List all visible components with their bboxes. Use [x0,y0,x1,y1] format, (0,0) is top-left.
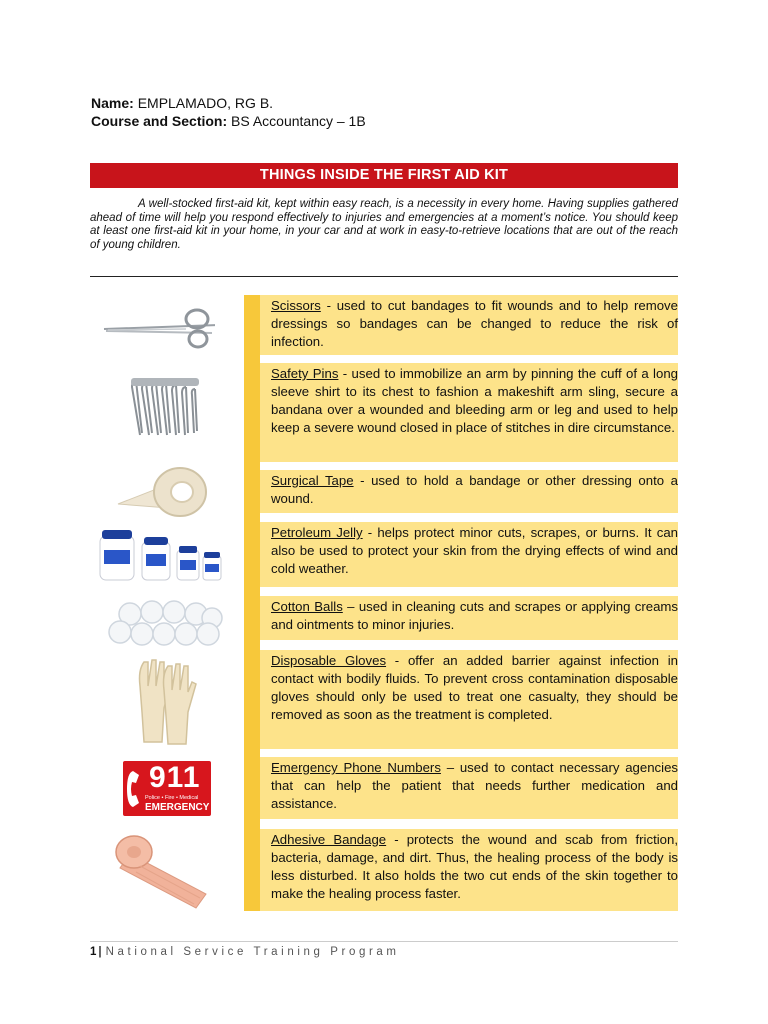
footer-program: National Service Training Program [105,946,400,958]
footer-divider [90,941,678,942]
list-item-petroleum-jelly: Petroleum Jelly - helps protect minor cuts, scrapes, or burns. It can also be used to protect your skin from the drying effects of wind and cold weather. [260,522,678,587]
list-item-safety-pins: Safety Pins - used to immobilize an arm by pinning the cuff of a long sleeve shirt to its chest to fashion a makeshift arm sling, secure a bandana over a wounded and bleeding arm or leg and used to help keep a severe wound closed in place of stitches in dire circumstance. [260,363,678,462]
list-item-scissors: Scissors - used to cut bandages to fit wounds and to help remove dressings so bandages can be changed to reduce the risk of infection. [260,295,678,355]
footer-separator: | [98,946,102,958]
list-item-disposable-gloves: Disposable Gloves - offer an added barrier against infection in contact with bodily fluids. To prevent cross contamination disposable gloves should only be used to treat one casualty, they should be removed as soon as the treatment is completed. [260,650,678,749]
accent-bar [244,295,260,911]
course-line: Course and Section: BS Accountancy – 1B [91,113,366,129]
emergency-sub: Police • Fire • Medical [145,795,199,801]
emergency-911-icon [123,761,211,816]
list-item-cotton-balls: Cotton Balls – used in cleaning cuts and scrapes or applying creams and ointments to minor injuries. [260,596,678,640]
list-item-adhesive-bandage: Adhesive Bandage - protects the wound and scab from friction, bacteria, damage, and dirt. Thus, the healing process of the body is less disturbed. It also holds the two cut ends of the skin together to make the healing process faster. [260,829,678,911]
page-footer [90,946,400,958]
petroleum-jelly-icon [98,528,226,584]
page-title: THINGS INSIDE THE FIRST AID KIT [90,163,678,188]
name-line: Name: EMPLAMADO, RG B. [91,95,274,111]
scissors-icon [100,305,215,350]
divider [90,276,678,277]
list-item-surgical-tape: Surgical Tape - used to hold a bandage or other dressing onto a wound. [260,470,678,513]
list-item-emergency-numbers: Emergency Phone Numbers – used to contact necessary agencies that can help the patient that needs further medication and assistance. [260,757,678,819]
cotton-balls-icon [108,600,228,648]
emergency-word: EMERGENCY [145,802,210,813]
emergency-number: 911 [149,761,201,794]
gloves-icon [134,656,200,746]
safety-pins-icon [128,375,203,441]
bandage-roll-icon [110,832,210,910]
page-number: 1 [90,946,97,958]
surgical-tape-icon [116,464,209,520]
intro-paragraph: A well-stocked first-aid kit, kept within easy reach, is a necessity in every home. Having supplies gathered ahead of time will help you respond effectively to injuries and emergencies at a moment’s notice. You should keep at least one first-aid kit in your home, in your car and at work in easy-to-retrieve locations that are out of the reach of young children. [90,198,678,251]
student-info [91,94,366,130]
phone-icon [127,769,147,809]
